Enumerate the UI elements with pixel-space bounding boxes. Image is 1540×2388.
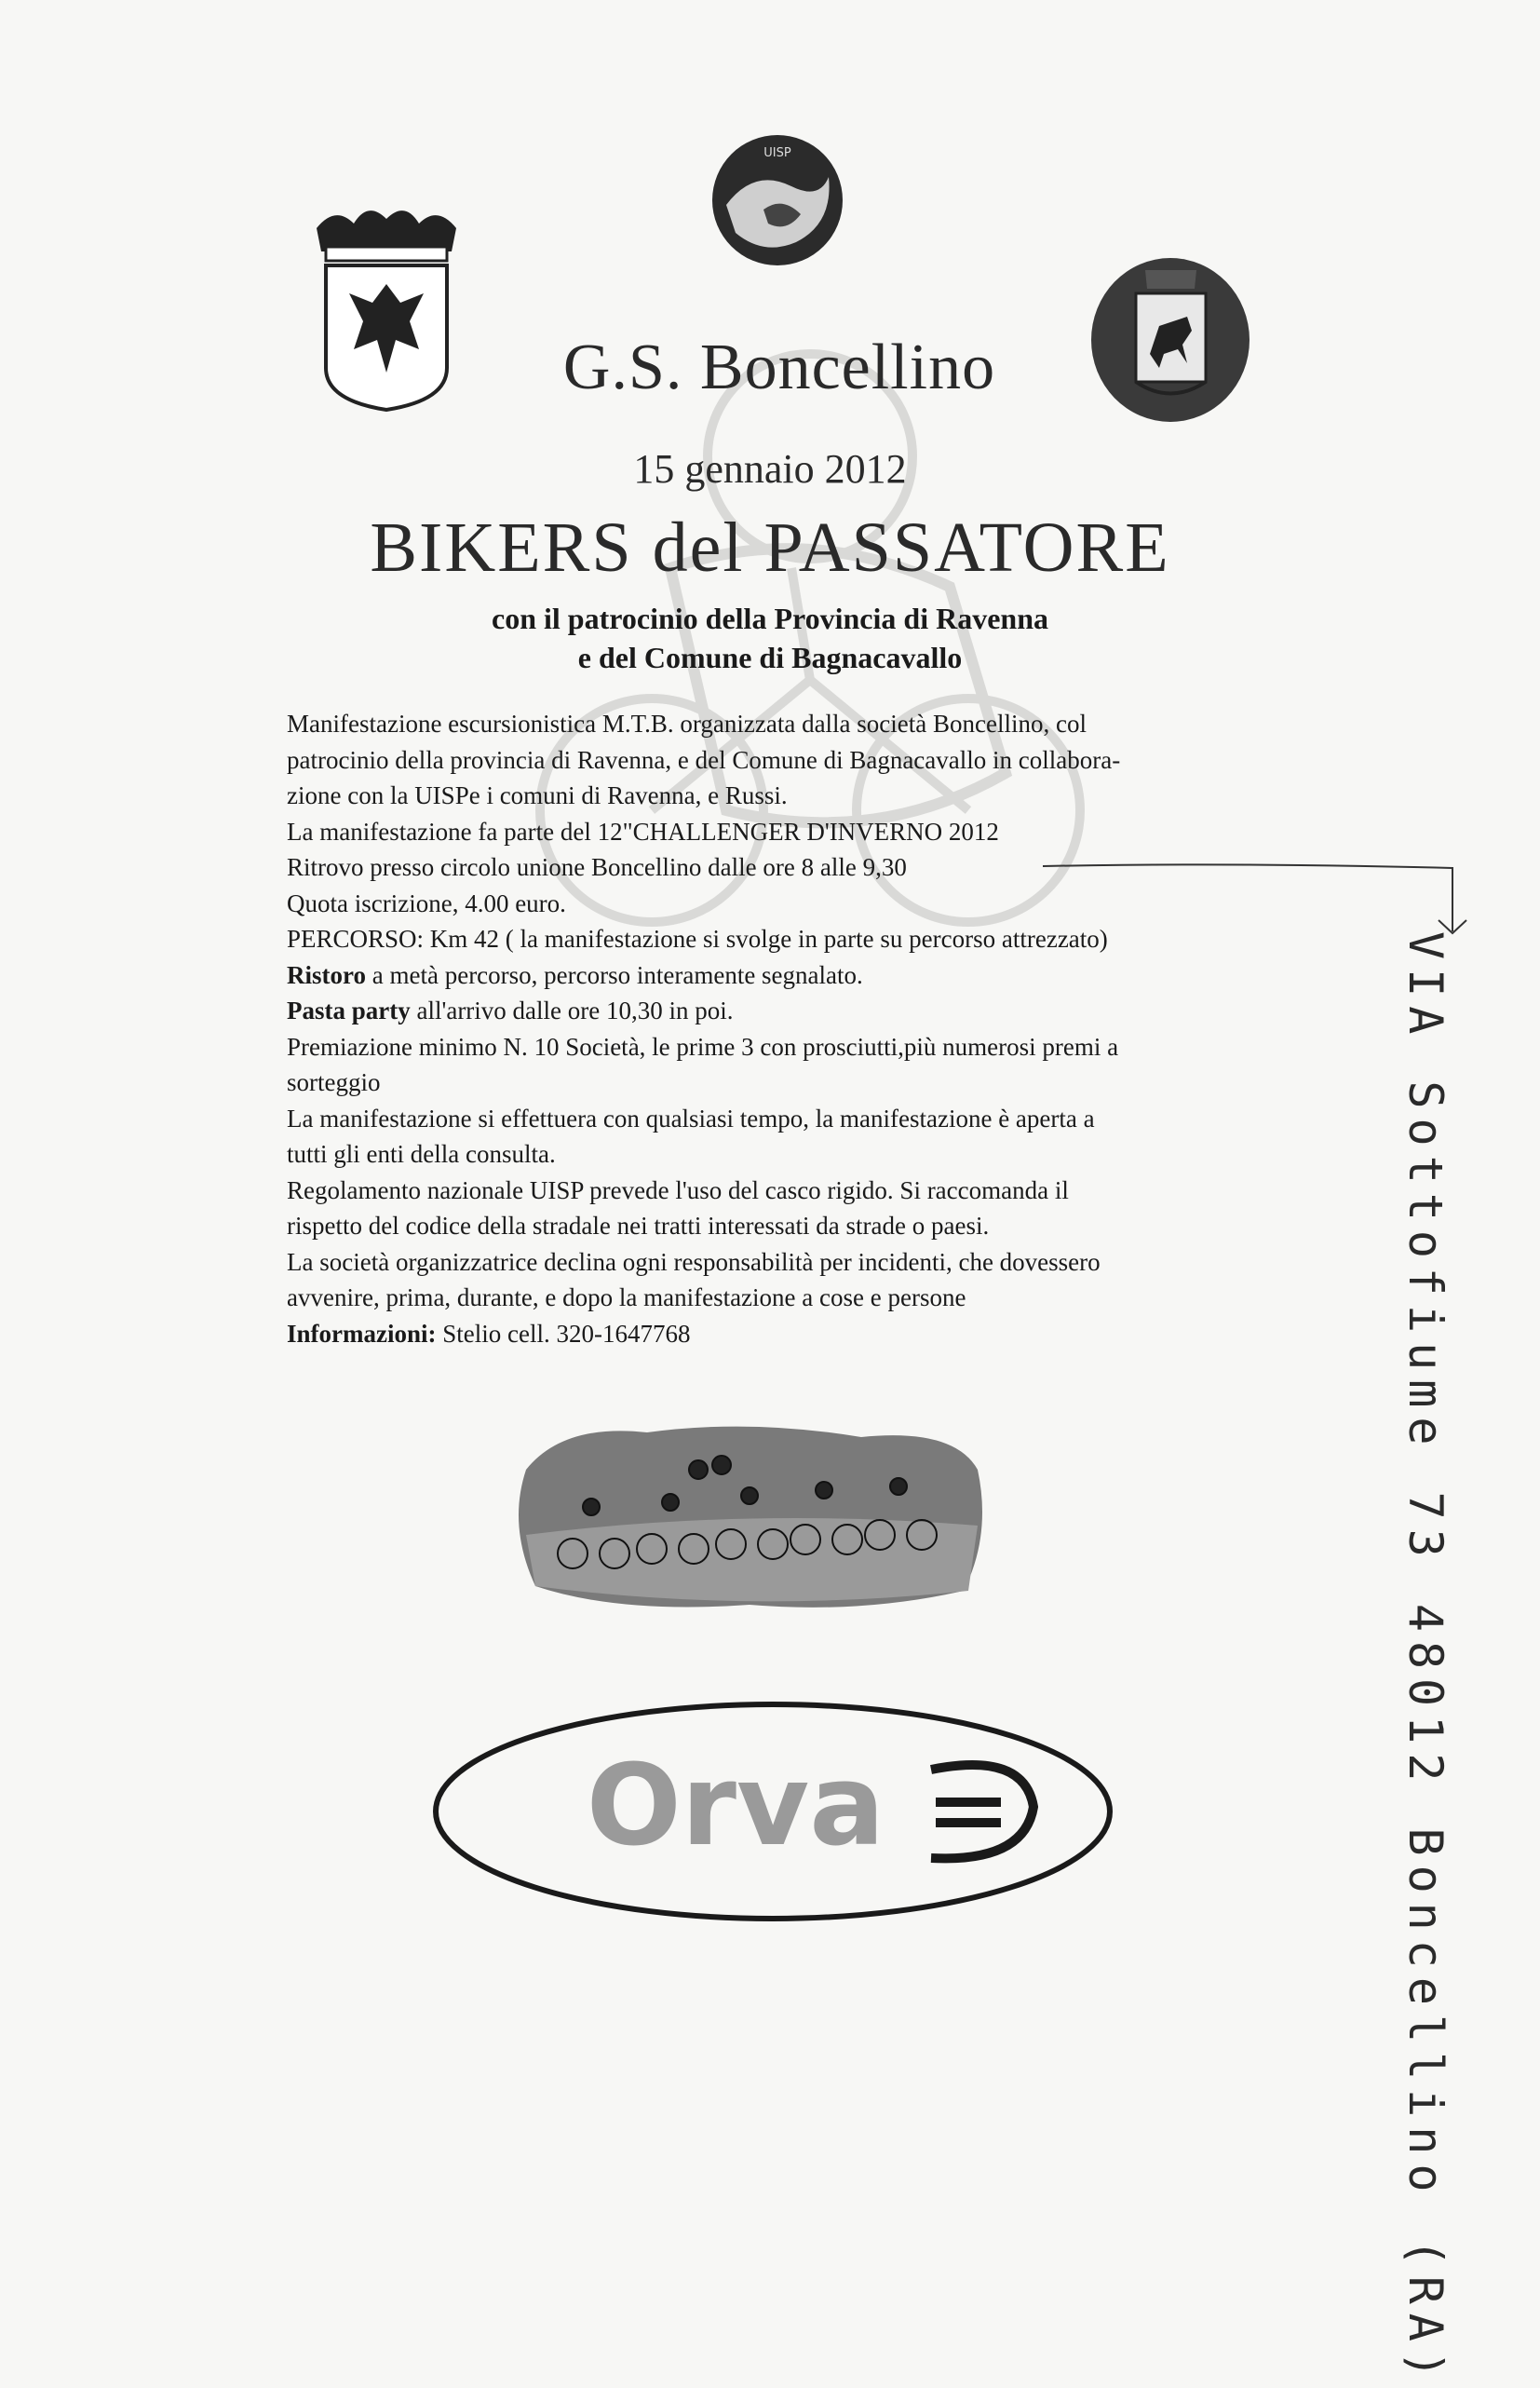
event-description — [287, 706, 1311, 1351]
body-line: La manifestazione si effettuera con qualsiasi tempo, la manifestazione è aperta a — [287, 1104, 1095, 1133]
pasta-line — [287, 993, 1311, 1029]
patronage-line-2: e del Comune di Bagnacavallo — [577, 641, 963, 674]
body-line: patrocinio della provincia di Ravenna, e del Comune di Bagnacavallo in collabora- — [287, 745, 1121, 774]
body-line: sorteggio — [287, 1068, 381, 1096]
ristoro-label: Ristoro — [287, 960, 366, 989]
ristoro-line — [287, 957, 1311, 994]
orva-sponsor-logo — [428, 1695, 1117, 1928]
body-line: PERCORSO: Km 42 ( la manifestazione si svolge in parte su percorso attrezzato) — [287, 925, 1108, 953]
body-line: Quota iscrizione, 4.00 euro. — [287, 889, 566, 917]
patronage — [0, 599, 1540, 677]
body-line: tutti gli enti della consulta. — [287, 1140, 556, 1168]
info-line — [287, 1316, 1311, 1352]
ristoro-text: a metà percorso, percorso interamente segnalato. — [366, 960, 863, 989]
orva-oval-icon — [428, 1695, 1117, 1928]
event-date: 15 gennaio 2012 — [633, 446, 907, 492]
info-text: Stelio cell. 320-1647768 — [436, 1319, 691, 1348]
pasta-text: all'arrivo dalle ore 10,30 in poi. — [410, 997, 734, 1024]
body-line: Manifestazione escursionistica M.T.B. organizzata dalla società Boncellino, col — [287, 710, 1087, 738]
body-line: Premiazione minimo N. 10 Società, le prime 3 con prosciutti,più numerosi premi a — [287, 1032, 1119, 1061]
bikers-photo — [507, 1414, 992, 1619]
body-line: La società organizzatrice declina ogni responsabilità per incidenti, che dovessero — [287, 1247, 1101, 1276]
body-line: zione con la UISPe i comuni di Ravenna, e Russi. — [287, 781, 788, 809]
body-line: rispetto del codice della stradale nei tratti interessati da strade o paesi. — [287, 1212, 990, 1240]
pasta-label: Pasta party — [287, 997, 411, 1024]
info-label: Informazioni: — [287, 1319, 437, 1348]
uisp-badge-logo — [708, 130, 847, 270]
body-line: La manifestazione fa parte del 12"CHALLENGER D'INVERNO 2012 — [287, 817, 999, 846]
organization-name: G.S. Boncellino — [562, 332, 996, 403]
handdrawn-arrow-icon — [1043, 857, 1471, 941]
orva-wordmark: Orva — [586, 1742, 885, 1871]
event-title: BIKERS del PASSATORE — [370, 509, 1170, 587]
body-line: Regolamento nazionale UISP prevede l'uso del casco rigido. Si raccomanda il — [287, 1175, 1069, 1204]
body-line: Ritrovo presso circolo unione Boncellino dalle ore 8 alle 9,30 — [287, 853, 907, 881]
body-line: avvenire, prima, durante, e dopo la manifestazione a cose e persone — [287, 1283, 966, 1311]
handwritten-address: VIA Sottofiume 73 48012 Boncellino (RA) — [1398, 931, 1452, 2388]
patronage-line-1: con il patrocinio della Provincia di Ravenna — [492, 602, 1048, 635]
svg-text:UISP: UISP — [763, 146, 791, 160]
